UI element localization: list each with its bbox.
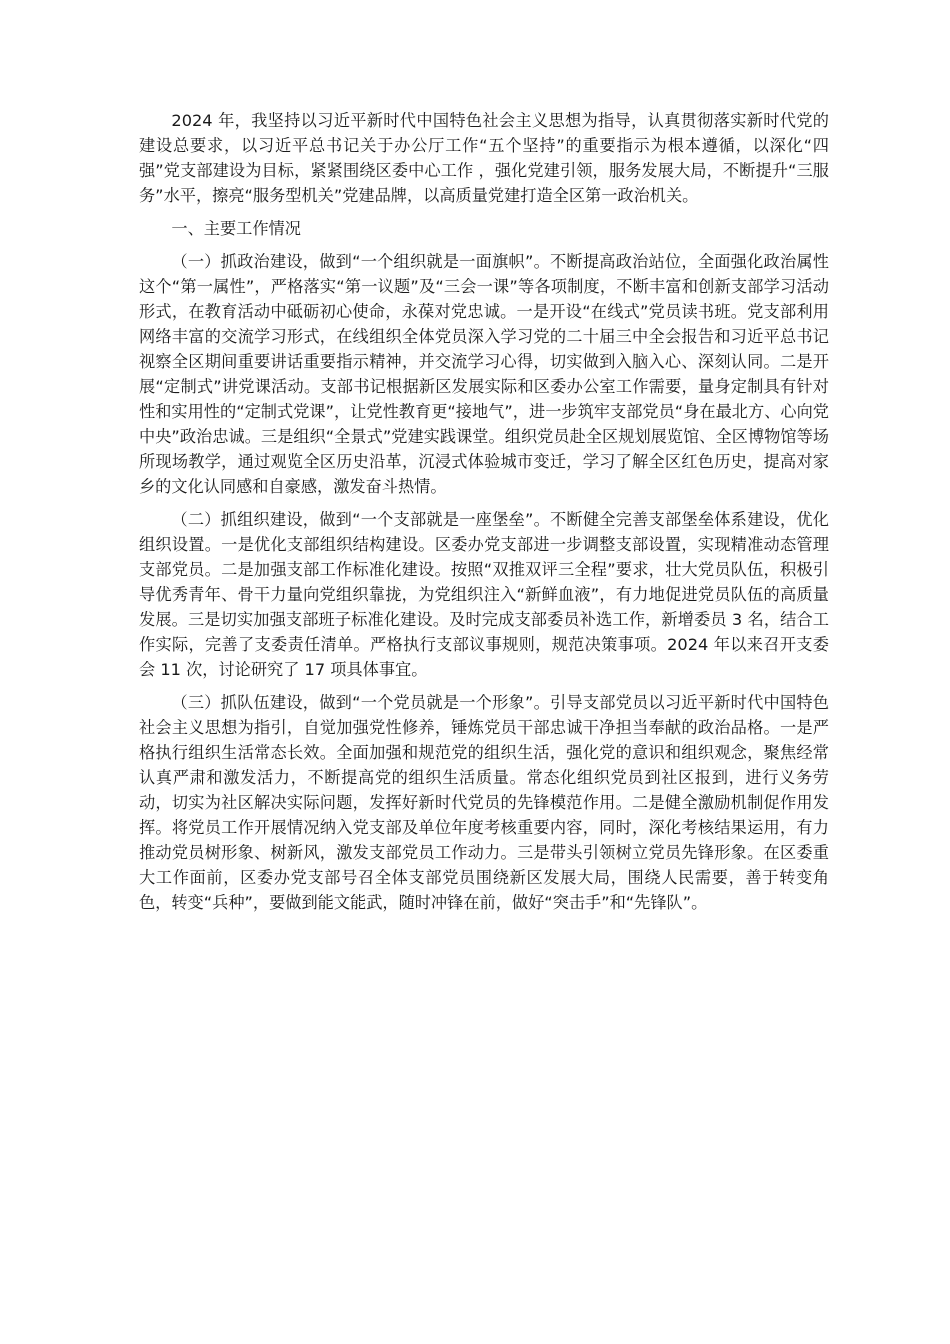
- paragraph-organization-construction: （二）抓组织建设，做到“一个支部就是一座堡垒”。不断健全完善支部堡垒体系建设，优化组织设置。一是优化支部组织结构建设。区委办党支部进一步调整支部设置，实现精准动态管理支部党员。二是加强支部工作标准化建设。按照“双推双评三全程”要求，壮大党员队伍，积极引导优秀青年、骨干力量向党组织靠拢，为党组织注入“新鲜血液”，有力地促进党员队伍的高质量发展。三是切实加强支部班子标准化建设。及时完成支部委员补选工作，新增委员 3 名，结合工作实际，完善了支委责任清单。严格执行支部议事规则，规范决策事项。2024 年以来召开支委会 11 次，讨论研究了 17 项具体事宜。: [139, 510, 829, 679]
- section-heading: 一、主要工作情况: [171, 219, 301, 238]
- paragraph-team-construction: （三）抓队伍建设，做到“一个党员就是一个形象”。引导支部党员以习近平新时代中国特色社会主义思想为指引，自觉加强党性修养，锤炼党员干部忠诚干净担当奉献的政治品格。一是严格执行组织生活常态长效。全面加强和规范党的组织生活，强化党的意识和组织观念，聚焦经常认真严肃和激发活力，不断提高党的组织生活质量。常态化组织党员到社区报到，进行义务劳动，切实为社区解决实际问题，发挥好新时代党员的先锋模范作用。二是健全激励机制促作用发挥。将党员工作开展情况纳入党支部及单位年度考核重要内容，同时，深化考核结果运用，有力推动党员树形象、树新风，激发支部党员工作动力。三是带头引领树立党员先锋形象。在区委重大工作面前，区委办党支部号召全体支部党员围绕新区发展大局，围绕人民需要，善于转变角色，转变“兵种”，要做到能文能武，随时冲锋在前，做好“突击手”和“先锋队”。: [139, 693, 829, 912]
- document-body: [139, 108, 829, 923]
- intro-paragraph: 2024 年，我坚持以习近平新时代中国特色社会主义思想为指导，认真贯彻落实新时代党的建设总要求，以习近平总书记关于办公厅工作“五个坚持”的重要指示为根本遵循，以深化“四强”党支部建设为目标，紧紧围绕区委中心工作 ，强化党建引领，服务发展大局，不断提升“三服务”水平，擦亮“服务型机关”党建品牌，以高质量党建打造全区第一政治机关。: [139, 111, 829, 205]
- paragraph-political-construction: （一）抓政治建设，做到“一个组织就是一面旗帜”。不断提高政治站位，全面强化政治属性这个“第一属性”，严格落实“第一议题”及“三会一课”等各项制度，不断丰富和创新支部学习活动形式，在教育活动中砥砺初心使命，永葆对党忠诚。一是开设“在线式”党员读书班。党支部利用网络丰富的交流学习形式，在线组织全体党员深入学习党的二十届三中全会报告和习近平总书记视察全区期间重要讲话重要指示精神，并交流学习心得，切实做到入脑入心、深刻认同。二是开展“定制式”讲党课活动。支部书记根据新区发展实际和区委办公室工作需要，量身定制具有针对性和实用性的“定制式党课”，让党性教育更“接地气”，进一步筑牢支部党员“身在最北方、心向党中央”政治忠诚。三是组织“全景式”党建实践课堂。组织党员赴全区规划展览馆、全区博物馆等场所现场教学，通过观览全区历史沿革，沉浸式体验城市变迁，学习了解全区红色历史，提高对家乡的文化认同感和自豪感，激发奋斗热情。: [139, 252, 829, 496]
